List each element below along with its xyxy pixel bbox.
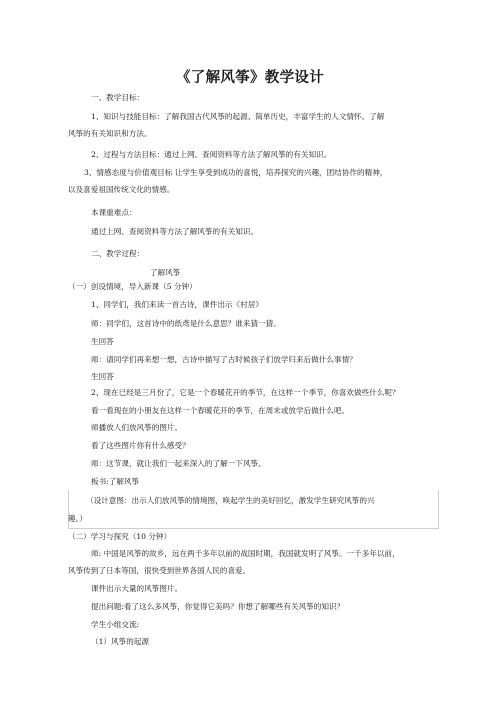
objective-1-line-2: 风筝的有关知识和方法。 (68, 129, 152, 138)
feelings-question: 看了这些图片你有什么感受？ (91, 441, 190, 450)
teacher-intro-line-1: 师: 中国是风筝的故乡，远在两千多年以前的战国时期，我国就发明了风筝。一千多年以前， (91, 549, 400, 558)
blackboard-note: 板书:了解风筝 (91, 477, 140, 486)
teacher-question-2: 师：请同学们再来想一想，古诗中描写了古时候孩子们放学归来后做什么事情？ (91, 355, 357, 364)
heading-key-points: 本课重难点： (91, 208, 137, 217)
posed-question: 提出问题:看了这么多风筝，你觉得它美吗？你想了解哪些有关风筝的知识？ (91, 602, 345, 611)
objective-3-line-1: 3、情感态度与价值观目标 让学生享受到成功的喜悦，培养探究的兴趣，团结协作的精神， (84, 168, 388, 177)
teacher-shows-pictures: 师播放人们放风筝的图片。 (91, 423, 183, 432)
heading-teaching-objectives: 一、教学目标： (91, 93, 145, 102)
step-2-continued: 看一看现在的小朋友在这样一个春暖花开的季节，在周末或放学后做什么吧。 (91, 406, 350, 415)
design-intent-line-2: 趣。） (68, 514, 87, 523)
group-discussion: 学生小组交流: (91, 620, 140, 629)
lesson-subtitle: 了解风筝 (150, 268, 181, 277)
document-title: 《了解风筝》教学设计 (176, 70, 324, 86)
step-1: 1、同学们，我们来读一首古诗，课件出示《村居》 (91, 300, 263, 309)
key-points-text: 通过上网、查阅资料等方法了解风筝的有关知识。 (91, 227, 259, 236)
courseware-kite-pictures: 课件出示大量的风筝图片。 (91, 584, 183, 593)
teacher-intro-line-2: 风筝传到了日本等国，很快受到世界各国人民的喜爱。 (68, 566, 251, 575)
objective-1-line-1: 1、知识与技能目标：了解我国古代风筝的起源、简单历史，丰富学生的人文情怀。了解 (91, 112, 385, 121)
topic-kite-origin: （1）风筝的起源 (91, 637, 149, 646)
design-intent-line-1: （设计意图：出示人们放风筝的情境图，唤起学生的美好回忆，激发学生研究风筝的兴 (86, 496, 375, 505)
student-answer-1: 生回答 (91, 337, 114, 346)
objective-3-line-2: 以及喜爱祖国传统文化的情感。 (68, 185, 175, 194)
teacher-transition: 师：这节课，就让我们一起来深入的了解一下风筝。 (91, 459, 266, 468)
step-2: 2、现在已经是三月份了，它是一个春暖花开的季节，在这样一个季节，你喜欢做些什么呢？ (91, 388, 400, 397)
teacher-question-1: 师：同学们，这首诗中的纸鸢是什么意思？谁来猜一猜。 (91, 319, 281, 328)
section-2-heading: （二）学习与探究（10 分钟） (68, 532, 172, 541)
section-1-heading: （一）创设情境，导入新课（5 分钟） (68, 282, 197, 291)
objective-2: 2、过程与方法目标：通过上网、查阅资料等方法了解风筝的有关知识。 (91, 150, 332, 159)
heading-teaching-process: 二、教学过程： (91, 249, 145, 258)
student-answer-2: 生回答 (91, 372, 114, 381)
